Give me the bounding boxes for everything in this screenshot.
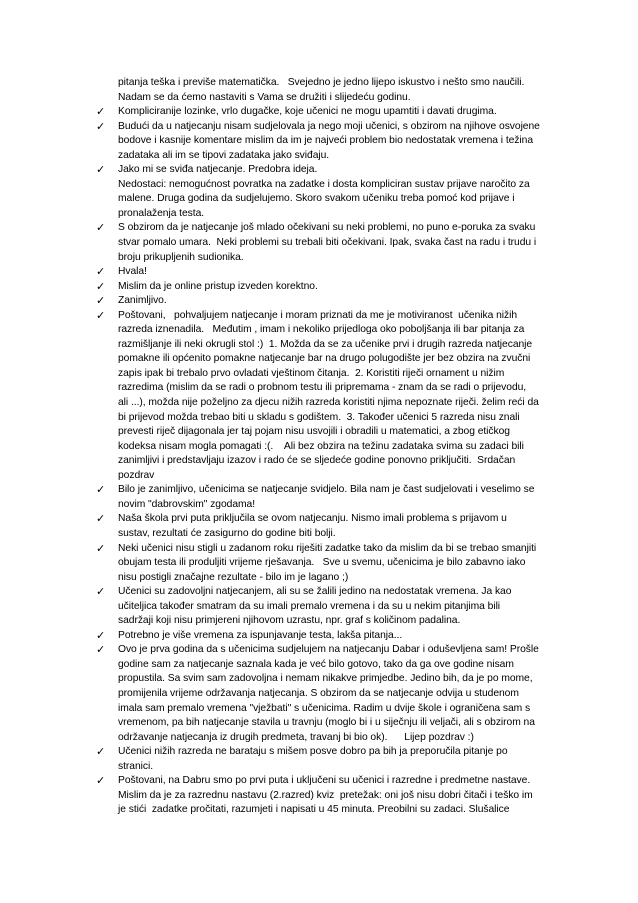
text-line: Mislim da je za razrednu nastavu (2.razred) kviz pretežak: oni još nisu dobri čitači i teško im <box>118 789 533 801</box>
text-line: ali ...), možda nije poželjno za djecu nižih razreda koristiti njima nepoznate riječi. želim reći da <box>118 397 539 409</box>
text-line: razmišljanje ili neki okrugli stol :) 1. Možda da se za učenike prvi i drugih razreda natjecanje <box>118 338 533 350</box>
text-line: pitanja teška i previše matematička. Svejedno je jedno lijepo iskustvo i nešto smo naučili. <box>118 77 525 88</box>
text-line: stvar pomalo umara. Neki problemi su trebali biti očekivani. Ipak, svaka čast na radu i trudu i <box>118 237 537 249</box>
text-line: obujam testa ili produljiti vrijeme rješavanja. Sve u svemu, učenicima je bilo zabavno iako <box>118 557 526 569</box>
text-line: ✓ Učenici su zadovoljni natjecanjem, ali su se žalili jedino na nedostatak vremena. Ja kao <box>118 586 512 598</box>
text-line: ✓ Poštovani, pohvaljujem natjecanje i moram priznati da me je motiviranost učenika nižih <box>118 309 518 321</box>
text-line: ✓ Potrebno je više vremena za ispunjavanje testa, lakša pitanja... <box>118 629 403 641</box>
text-line: je stići zadatke pročitati, razumjeti i napisati u 45 minuta. Preobilni su zadaci. Slušalice <box>118 804 510 816</box>
checklist-item <box>118 542 558 586</box>
text-line: novim "dabrovskim" zgodama! <box>118 498 256 510</box>
text-line: ✓ Bilo je zanimljivo, učenicima se natjecanje svidjelo. Bila nam je čast sudjelovati i veselimo se <box>118 484 535 496</box>
text-line: ✓ Zanimljivo. <box>118 295 167 307</box>
checklist-item <box>118 309 558 484</box>
text-line: sustav, rezultati će zasigurno do godine biti bolji. <box>118 527 336 539</box>
checklist-item <box>118 745 558 774</box>
text-line: broju prikupljenih sudionika. <box>118 251 244 263</box>
continued-text <box>118 76 558 105</box>
text-line: zanimljivi i predstavljaju izazov i rado će se sljedeće godine ponovno priključiti. Srdačan <box>118 455 516 467</box>
checklist-item <box>118 585 558 629</box>
checklist-item <box>118 120 558 164</box>
text-line: sadržaji koji nisu primjereni njihovom uzrastu, npr. graf s količinom padalina. <box>118 615 461 627</box>
text-line: ✓ Naša škola prvi puta priključila se ovom natjecanju. Nismo imali problema s prijavom u <box>118 513 507 525</box>
text-line: stranici. <box>118 760 154 772</box>
text-line: nisu postigli značajne rezultate - bilo im je lagano ;) <box>118 571 349 583</box>
text-line: ✓ Hvala! <box>118 266 147 278</box>
text-line: zapis ipak bi trebalo prvo ovladati vještinom čitanja. 2. Koristiti riječi ornament u nižim <box>118 367 505 379</box>
text-line: ✓ Mislim da je online pristup izveden korektno. <box>118 280 318 292</box>
text-line: ✓ Poštovani, na Dabru smo po prvi puta i uključeni su učenici i razredne i predmetne nastave. <box>118 775 531 787</box>
text-line: bodove i kasnije komentare mislim da im je najveći problem bio nedostatak vremena i težina <box>118 135 534 147</box>
text-line: ✓ Ovo je prva godina da s učenicima sudjelujem na natjecanju Dabar i oduševljena sam! Prošle <box>118 644 539 656</box>
checklist-item <box>118 105 558 120</box>
text-line: malene. Druga godina da sudjelujemo. Skoro svakom učeniku treba pomoć kod prijave i <box>118 193 515 205</box>
text-line: Nadam se da ćemo nastaviti s Vama se družiti i slijedeću godinu. <box>118 91 411 103</box>
checklist-item <box>118 512 558 541</box>
text-line: promijenila vrijeme održavanja natjecanja. S obzirom da se natjecanje odvija u studenom <box>118 687 519 699</box>
text-line: razredima (mislim da se radi o probnom testu ili pripremama - znam da se radi o prijevodu, <box>118 382 527 394</box>
checklist-item <box>118 483 558 512</box>
text-line: pomakne ili općenito pomakne natjecanje bar na drugo polugodište jer bez obzira na zvučni <box>118 353 531 365</box>
text-line: prevesti riječ dijagonala jer taj pojam nisu usvojili i obradili u matematici, a zbog etičkog <box>118 426 510 438</box>
checklist-item <box>118 280 558 295</box>
text-line: pronalaženja testa. <box>118 207 205 219</box>
text-line: zadataka ali im se tipovi zadataka jako sviđaju. <box>118 149 330 161</box>
text-line: učiteljica također smatram da su imali premalo vremena i da su u nekim pitanjima bili <box>118 600 501 612</box>
text-line: razreda iznenadila. Međutim , imam i nekoliko prijedloga oko poboljšanja ili bar pitanja za <box>118 324 525 336</box>
text-line: kodeksa nisam mogla pomagati :(. Ali bez obzira na težinu zadataka svima su zadaci bili <box>118 440 524 452</box>
text-line: održavanje natjecanja iz drugih predmeta, travanj bi bio ok). Lijep pozdrav :) <box>118 731 474 743</box>
text-line: ✓ S obzirom da je natjecanje još mlado očekivani su neki problemi, no puno e-poruka za svaku <box>118 222 536 234</box>
text-line: vremenom, pa bih natjecanje stavila u travnju (moglo bi i u siječnju ili veljači, ali s obzirom na <box>118 717 535 729</box>
checklist-item <box>118 629 558 644</box>
checklist-item <box>118 294 558 309</box>
text-line: ✓ Neki učenici nisu stigli u zadanom roku riješiti zadatke tako da mislim da bi se trebao smanjiti <box>118 542 537 554</box>
text-line: ✓ Kompliciranije lozinke, vrlo dugačke, koje učenici ne mogu upamtiti i davati drugima. <box>118 106 497 118</box>
text-line: godine sam za natjecanje saznala kada je već bilo gotovo, tako da ga ove godine nisam <box>118 658 514 670</box>
text-line: pozdrav <box>118 469 155 481</box>
checklist-item <box>118 221 558 265</box>
text-line: propustila. Sa svim sam zadovoljna i nemam nikakve primjedbe. Jedino bih, da je po mome, <box>118 673 533 685</box>
text-line: Nedostaci: nemogućnost povratka na zadatke i dosta kompliciran sustav prijave naročito za <box>118 178 530 190</box>
text-line: ✓ Učenici nižih razreda ne barataju s mišem posve dobro pa bih ja preporučila pitanje po <box>118 746 508 758</box>
text-line: ✓ Jako mi se sviđa natjecanje. Predobra ideja. <box>118 164 318 176</box>
text-line: imala sam premalo vremena "vježbati" s učenicima. Radim u dvije škole i ograničena sam s <box>118 702 531 714</box>
checklist-item <box>118 163 558 221</box>
checklist-item <box>118 643 558 745</box>
text-line: ✓ Budući da u natjecanju nisam sudjelovala ja nego moji učenici, s obzirom na njihove osvojene <box>118 120 540 132</box>
feedback-list <box>118 76 558 818</box>
checklist-item <box>118 265 558 280</box>
text-line: bi prijevod možda trebao biti u skladu s godištem. 3. Također učenici 5 razreda nisu znali <box>118 411 520 423</box>
checklist-item <box>118 774 558 818</box>
